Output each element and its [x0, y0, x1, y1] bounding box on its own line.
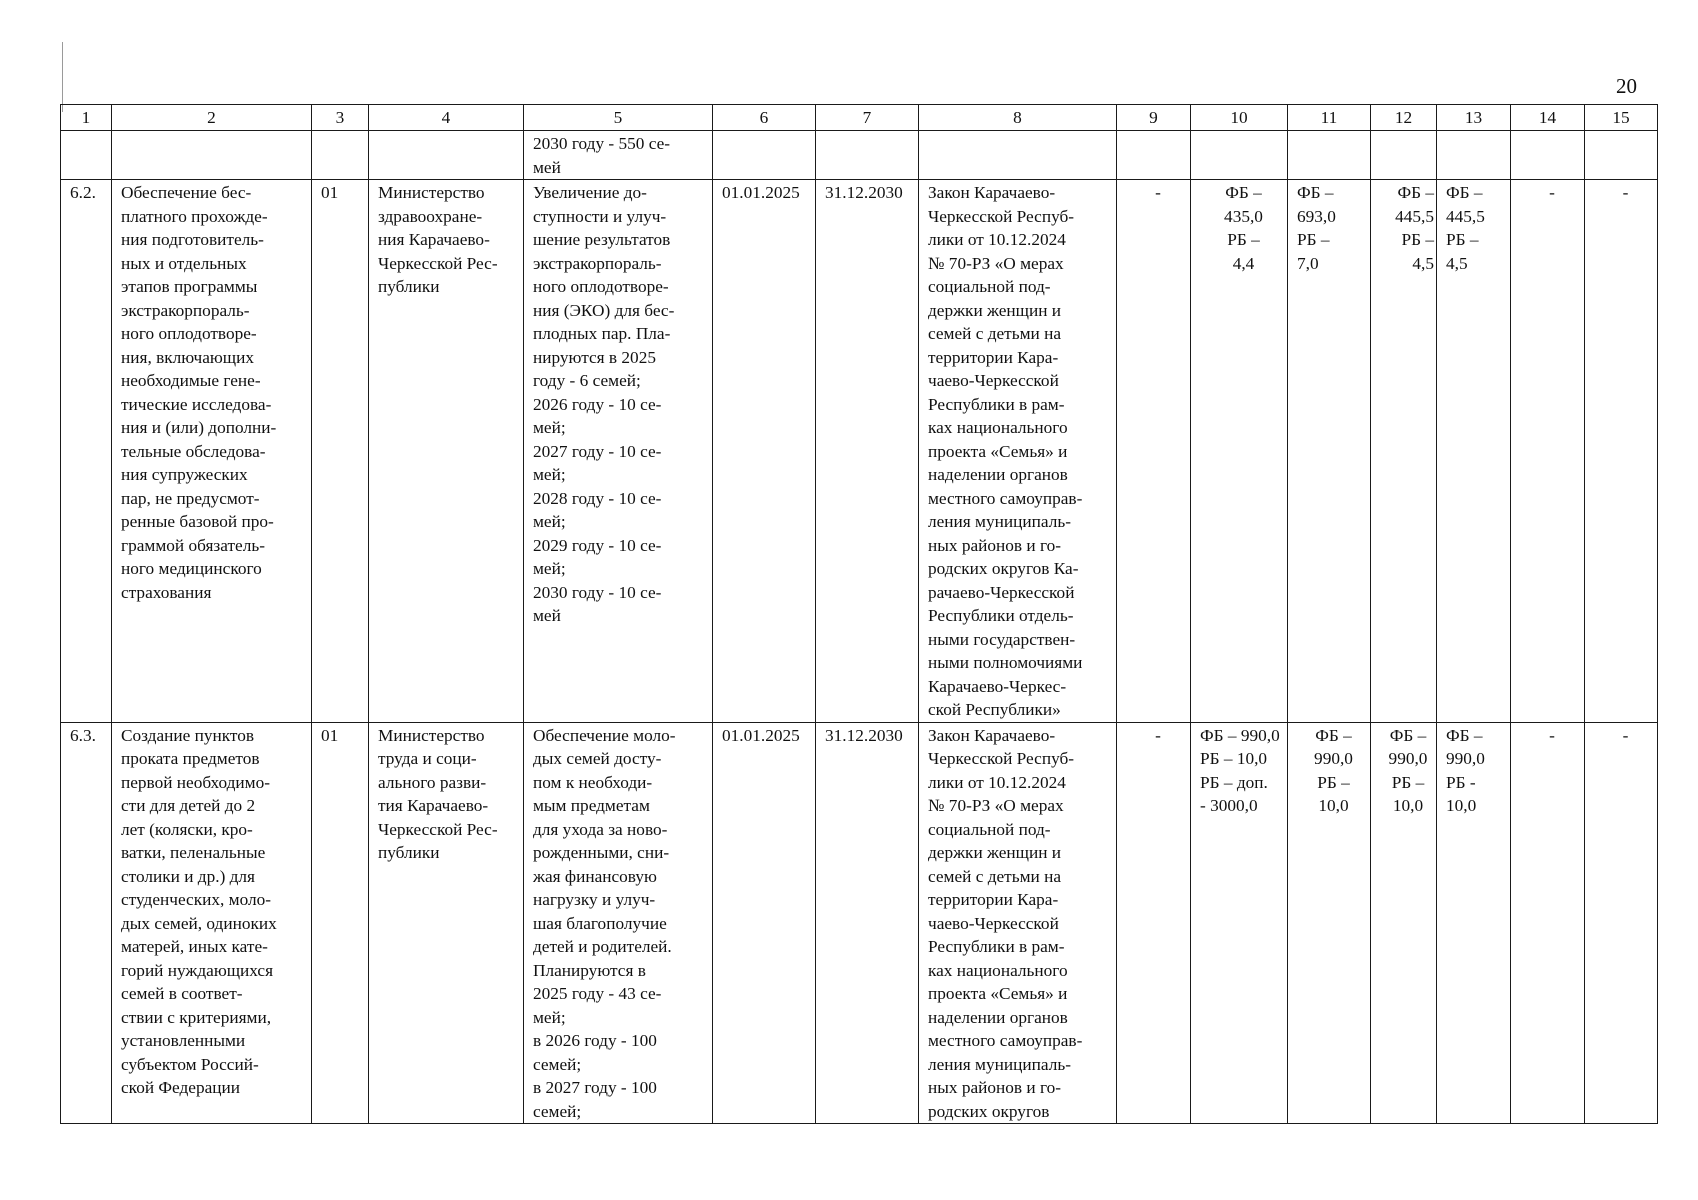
funding-2026-cell: ФБ – 693,0 РБ – 7,0 — [1288, 180, 1371, 723]
end-date: 31.12.2030 — [816, 180, 919, 723]
funding-2027-cell: ФБ – 990,0 РБ – 10,0 — [1371, 722, 1437, 1124]
code-cell: 01 — [312, 722, 369, 1124]
column-header-7: 7 — [816, 105, 919, 131]
cell-empty — [816, 131, 919, 180]
measure-name: Создание пунктов проката предметов первой необходимо- сти для детей до 2 лет (коляски, кро- ватки, пеленальные столики и др.) для студенческих, моло- дых семей, одиноких матерей, иных кате- горий нуждающихся семей в соответ- ствии с критериями, установленными субъектом Россий- ской Федерации — [112, 722, 312, 1124]
result-cell: Увеличение до- ступности и улуч- шение результатов экстракорпораль- ного оплодотворе- ния (ЭКО) для бес- плодных пар. Пла- нируются в 2025 году - 6 семей; 2026 году - 10 се- мей; 2027 году - 10 се- мей; 2028 году - 10 се- мей; 2029 году - 10 се- мей; 2030 году - 10 се- мей — [524, 180, 713, 723]
col15-cell: - — [1585, 180, 1658, 723]
cell-empty — [61, 131, 112, 180]
col14-cell: - — [1511, 180, 1585, 723]
row-number: 6.3. — [61, 722, 112, 1124]
cell-empty — [1288, 131, 1371, 180]
measure-name: Обеспечение бес- платного прохожде- ния подготовитель- ных и отдельных этапов программы экстракорпораль- ного оплодотворе- ния, включающих необходимые гене- тические исследова- ния и (или) дополни- тельные обследова- ния супружеских пар, не предусмот- ренные базовой про- граммой обязатель- ного медицинского страхования — [112, 180, 312, 723]
column-header-9: 9 — [1117, 105, 1191, 131]
measures-table — [60, 104, 1658, 1124]
start-date: 01.01.2025 — [713, 722, 816, 1124]
code-cell: 01 — [312, 180, 369, 723]
col9-cell: - — [1117, 180, 1191, 723]
margin-line — [62, 42, 63, 112]
column-header-2: 2 — [112, 105, 312, 131]
column-header-4: 4 — [369, 105, 524, 131]
col9-cell: - — [1117, 722, 1191, 1124]
column-header-15: 15 — [1585, 105, 1658, 131]
funding-2025-cell: ФБ – 990,0 РБ – 10,0 РБ – доп. - 3000,0 — [1191, 722, 1288, 1124]
col14-cell: - — [1511, 722, 1585, 1124]
column-header-5: 5 — [524, 105, 713, 131]
legal-basis-cell: Закон Карачаево- Черкесской Респуб- лики от 10.12.2024 № 70-РЗ «О мерах социальной под- держки женщин и семей с детьми на территории Кара- чаево-Черкесской Республики в рам- ках национального проекта «Семья» и наделении органов местного самоуправ- ления муниципаль- ных районов и го- родских округов Ка- рачаево-Черкесской Республики отдель- ными государствен- ными полномочиями Карачаево-Черкес- ской Республики» — [919, 180, 1117, 723]
cell-empty — [1585, 131, 1658, 180]
cell-empty — [919, 131, 1117, 180]
cell-empty — [713, 131, 816, 180]
cell-empty — [1511, 131, 1585, 180]
col15-cell: - — [1585, 722, 1658, 1124]
cell-empty — [369, 131, 524, 180]
start-date: 01.01.2025 — [713, 180, 816, 723]
page-number: 20 — [1616, 74, 1637, 98]
funding-2027-cell: ФБ – 445,5 РБ – 4,5 — [1371, 180, 1437, 723]
column-header-13: 13 — [1437, 105, 1511, 131]
funding-2025-cell: ФБ – 435,0 РБ – 4,4 — [1191, 180, 1288, 723]
table-row — [61, 180, 1658, 723]
continuation-result-cell: 2030 году - 550 се- мей — [524, 131, 713, 180]
legal-basis-cell: Закон Карачаево- Черкесской Респуб- лики от 10.12.2024 № 70-РЗ «О мерах социальной под- держки женщин и семей с детьми на территории Кара- чаево-Черкесской Республики в рам- ках национального проекта «Семья» и наделении органов местного самоуправ- ления муниципаль- ных районов и го- родских округов — [919, 722, 1117, 1124]
executor-cell: Министерство здравоохране- ния Карачаево- Черкесской Рес- публики — [369, 180, 524, 723]
cell-empty — [312, 131, 369, 180]
executor-cell: Министерство труда и соци- ального разви- тия Карачаево- Черкесской Рес- публики — [369, 722, 524, 1124]
column-header-14: 14 — [1511, 105, 1585, 131]
cell-empty — [112, 131, 312, 180]
column-header-8: 8 — [919, 105, 1117, 131]
funding-2028-cell: ФБ – 990,0 РБ - 10,0 — [1437, 722, 1511, 1124]
column-header-10: 10 — [1191, 105, 1288, 131]
column-header-6: 6 — [713, 105, 816, 131]
continuation-row — [61, 131, 1658, 180]
header-row — [61, 105, 1658, 131]
row-number: 6.2. — [61, 180, 112, 723]
end-date: 31.12.2030 — [816, 722, 919, 1124]
funding-2026-cell: ФБ – 990,0 РБ – 10,0 — [1288, 722, 1371, 1124]
cell-empty — [1191, 131, 1288, 180]
column-header-1: 1 — [61, 105, 112, 131]
cell-empty — [1437, 131, 1511, 180]
column-header-3: 3 — [312, 105, 369, 131]
result-cell: Обеспечение моло- дых семей досту- пом к необходи- мым предметам для ухода за ново- рожденными, сни- жая финансовую нагрузку и улуч- шая благополучие детей и родителей. Планируются в 2025 году - 43 се- мей; в 2026 году - 100 семей; в 2027 году - 100 семей; — [524, 722, 713, 1124]
funding-2028-cell: ФБ – 445,5 РБ – 4,5 — [1437, 180, 1511, 723]
cell-empty — [1371, 131, 1437, 180]
column-header-12: 12 — [1371, 105, 1437, 131]
cell-empty — [1117, 131, 1191, 180]
column-header-11: 11 — [1288, 105, 1371, 131]
table-row — [61, 722, 1658, 1124]
